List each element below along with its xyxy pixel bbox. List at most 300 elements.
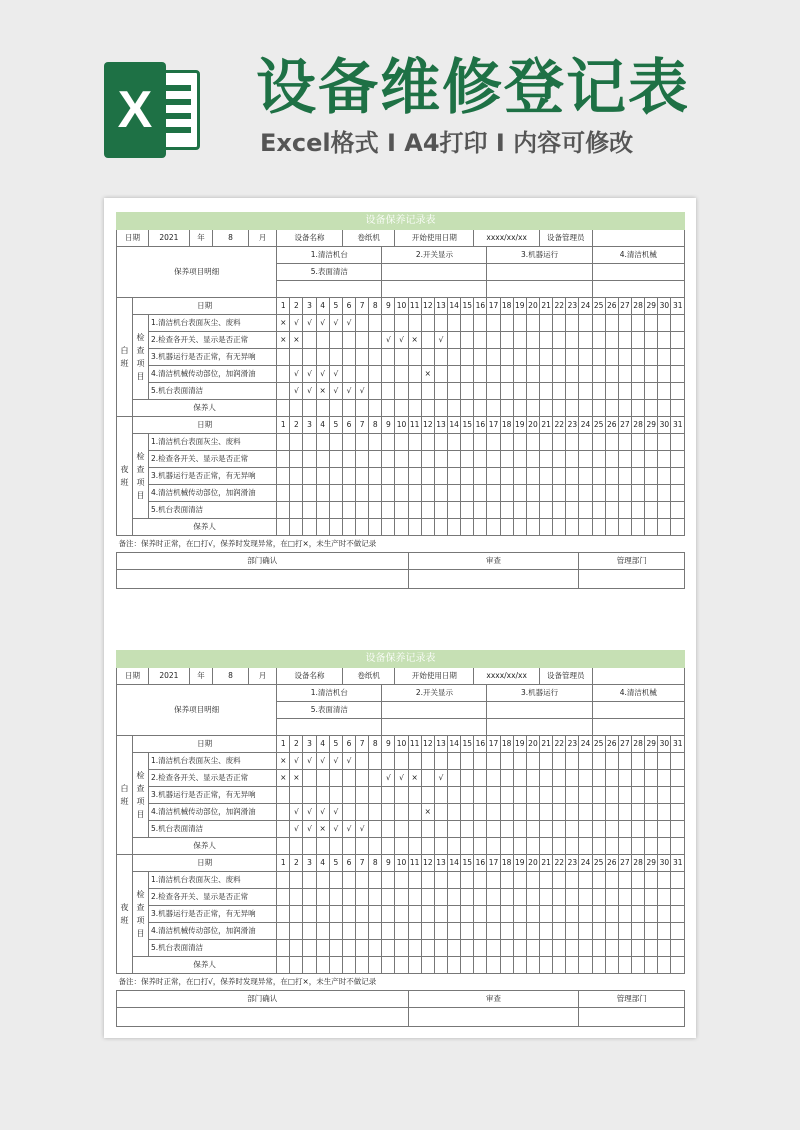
check-cell[interactable] [303, 332, 316, 349]
check-cell[interactable]: √ [303, 366, 316, 383]
check-cell[interactable] [408, 315, 421, 332]
check-cell[interactable] [474, 383, 487, 400]
check-cell[interactable] [526, 821, 539, 838]
check-cell[interactable] [408, 889, 421, 906]
maintainer-cell[interactable] [395, 519, 408, 536]
check-cell[interactable] [553, 451, 566, 468]
check-cell[interactable] [579, 366, 592, 383]
check-cell[interactable] [592, 906, 605, 923]
check-cell[interactable] [605, 804, 618, 821]
check-cell[interactable] [526, 787, 539, 804]
check-cell[interactable]: √ [303, 383, 316, 400]
check-cell[interactable] [408, 787, 421, 804]
maintainer-cell[interactable] [500, 838, 513, 855]
check-cell[interactable] [369, 787, 382, 804]
check-cell[interactable] [579, 872, 592, 889]
check-cell[interactable] [316, 940, 329, 957]
maintainer-cell[interactable] [526, 838, 539, 855]
check-cell[interactable] [658, 349, 671, 366]
check-cell[interactable] [382, 502, 395, 519]
check-cell[interactable] [290, 485, 303, 502]
maintainer-cell[interactable] [487, 838, 500, 855]
check-cell[interactable] [474, 906, 487, 923]
check-cell[interactable] [290, 940, 303, 957]
check-cell[interactable] [356, 366, 369, 383]
check-cell[interactable] [369, 485, 382, 502]
check-cell[interactable] [329, 468, 342, 485]
check-cell[interactable] [618, 940, 631, 957]
check-cell[interactable] [448, 468, 461, 485]
maintainer-cell[interactable] [553, 400, 566, 417]
maintainer-cell[interactable] [487, 400, 500, 417]
check-cell[interactable] [671, 383, 685, 400]
check-cell[interactable] [671, 468, 685, 485]
manager-value[interactable] [592, 668, 684, 685]
check-cell[interactable] [421, 349, 434, 366]
check-cell[interactable] [579, 906, 592, 923]
check-cell[interactable] [342, 468, 355, 485]
check-cell[interactable] [526, 940, 539, 957]
check-cell[interactable] [474, 502, 487, 519]
month-value[interactable]: 8 [213, 230, 249, 246]
check-cell[interactable] [290, 451, 303, 468]
check-cell[interactable] [408, 906, 421, 923]
check-cell[interactable] [303, 889, 316, 906]
maintainer-cell[interactable] [658, 400, 671, 417]
maintainer-cell[interactable] [579, 519, 592, 536]
device-name-value[interactable]: 卷纸机 [342, 668, 395, 685]
check-cell[interactable] [342, 787, 355, 804]
check-cell[interactable] [500, 923, 513, 940]
check-cell[interactable] [461, 451, 474, 468]
check-cell[interactable] [540, 923, 553, 940]
check-cell[interactable] [316, 451, 329, 468]
check-cell[interactable] [277, 940, 290, 957]
check-cell[interactable] [329, 770, 342, 787]
check-cell[interactable] [342, 872, 355, 889]
check-cell[interactable] [316, 502, 329, 519]
check-cell[interactable] [592, 366, 605, 383]
check-cell[interactable] [448, 889, 461, 906]
check-cell[interactable] [290, 923, 303, 940]
maintainer-cell[interactable] [618, 957, 631, 974]
check-cell[interactable] [434, 804, 447, 821]
check-cell[interactable] [474, 821, 487, 838]
check-cell[interactable] [421, 787, 434, 804]
maintainer-cell[interactable] [553, 838, 566, 855]
check-cell[interactable] [356, 787, 369, 804]
check-cell[interactable] [579, 315, 592, 332]
check-cell[interactable] [487, 940, 500, 957]
maintainer-cell[interactable] [290, 400, 303, 417]
check-cell[interactable] [671, 434, 685, 451]
check-cell[interactable] [395, 787, 408, 804]
maintainer-cell[interactable] [342, 400, 355, 417]
check-cell[interactable] [329, 787, 342, 804]
maintainer-cell[interactable] [592, 519, 605, 536]
maintainer-cell[interactable] [671, 957, 685, 974]
maintainer-cell[interactable] [513, 957, 526, 974]
check-cell[interactable] [513, 787, 526, 804]
check-cell[interactable] [461, 906, 474, 923]
check-cell[interactable] [448, 485, 461, 502]
check-cell[interactable] [356, 468, 369, 485]
year-value[interactable]: 2021 [149, 668, 189, 684]
check-cell[interactable] [316, 872, 329, 889]
check-cell[interactable] [369, 332, 382, 349]
check-cell[interactable] [513, 502, 526, 519]
check-cell[interactable] [553, 821, 566, 838]
check-cell[interactable] [658, 315, 671, 332]
check-cell[interactable] [500, 502, 513, 519]
check-cell[interactable] [448, 366, 461, 383]
check-cell[interactable] [645, 753, 658, 770]
check-cell[interactable] [566, 383, 579, 400]
check-cell[interactable] [369, 770, 382, 787]
check-cell[interactable] [303, 923, 316, 940]
check-cell[interactable] [303, 770, 316, 787]
check-cell[interactable] [303, 485, 316, 502]
check-cell[interactable] [342, 804, 355, 821]
check-cell[interactable] [500, 315, 513, 332]
check-cell[interactable] [605, 889, 618, 906]
check-cell[interactable] [540, 502, 553, 519]
check-cell[interactable] [487, 906, 500, 923]
check-cell[interactable]: √ [382, 770, 395, 787]
check-cell[interactable] [579, 889, 592, 906]
check-cell[interactable] [448, 872, 461, 889]
check-cell[interactable]: √ [382, 332, 395, 349]
check-cell[interactable] [645, 502, 658, 519]
check-cell[interactable]: √ [342, 753, 355, 770]
maintainer-cell[interactable] [500, 957, 513, 974]
check-cell[interactable] [356, 502, 369, 519]
review-sign[interactable] [408, 1008, 579, 1027]
check-cell[interactable] [434, 485, 447, 502]
check-cell[interactable] [553, 872, 566, 889]
maintainer-cell[interactable] [618, 838, 631, 855]
maintainer-cell[interactable] [329, 400, 342, 417]
check-cell[interactable] [566, 468, 579, 485]
maintainer-cell[interactable] [448, 400, 461, 417]
check-cell[interactable] [658, 332, 671, 349]
review-sign[interactable] [408, 570, 579, 589]
check-cell[interactable] [671, 485, 685, 502]
check-cell[interactable] [408, 502, 421, 519]
check-cell[interactable] [290, 349, 303, 366]
check-cell[interactable] [618, 872, 631, 889]
check-cell[interactable] [408, 804, 421, 821]
check-cell[interactable] [382, 434, 395, 451]
maintainer-cell[interactable] [487, 519, 500, 536]
check-cell[interactable] [618, 468, 631, 485]
check-cell[interactable] [277, 502, 290, 519]
check-cell[interactable] [448, 940, 461, 957]
check-cell[interactable] [579, 468, 592, 485]
month-value[interactable]: 8 [213, 668, 249, 684]
check-cell[interactable] [356, 923, 369, 940]
check-cell[interactable] [645, 451, 658, 468]
check-cell[interactable] [671, 787, 685, 804]
check-cell[interactable] [382, 889, 395, 906]
check-cell[interactable] [553, 906, 566, 923]
check-cell[interactable] [540, 770, 553, 787]
maintainer-cell[interactable] [316, 519, 329, 536]
check-cell[interactable] [382, 315, 395, 332]
check-cell[interactable] [434, 349, 447, 366]
check-cell[interactable] [566, 315, 579, 332]
check-cell[interactable]: √ [342, 383, 355, 400]
check-cell[interactable] [487, 502, 500, 519]
check-cell[interactable] [448, 821, 461, 838]
check-cell[interactable] [513, 315, 526, 332]
check-cell[interactable] [369, 434, 382, 451]
check-cell[interactable] [540, 485, 553, 502]
check-cell[interactable] [369, 451, 382, 468]
maintainer-cell[interactable] [356, 400, 369, 417]
check-cell[interactable] [526, 923, 539, 940]
check-cell[interactable] [395, 940, 408, 957]
check-cell[interactable] [513, 349, 526, 366]
check-cell[interactable] [553, 940, 566, 957]
check-cell[interactable] [277, 349, 290, 366]
check-cell[interactable]: √ [434, 770, 447, 787]
maintainer-cell[interactable] [579, 838, 592, 855]
check-cell[interactable] [592, 383, 605, 400]
check-cell[interactable] [605, 366, 618, 383]
check-cell[interactable] [553, 923, 566, 940]
check-cell[interactable] [474, 451, 487, 468]
check-cell[interactable] [382, 906, 395, 923]
check-cell[interactable] [448, 753, 461, 770]
check-cell[interactable]: √ [290, 753, 303, 770]
check-cell[interactable] [618, 315, 631, 332]
check-cell[interactable] [342, 502, 355, 519]
maintainer-cell[interactable] [277, 957, 290, 974]
check-cell[interactable] [395, 753, 408, 770]
check-cell[interactable] [632, 787, 645, 804]
check-cell[interactable]: × [277, 332, 290, 349]
check-cell[interactable] [566, 485, 579, 502]
check-cell[interactable] [277, 451, 290, 468]
check-cell[interactable] [329, 872, 342, 889]
check-cell[interactable] [342, 349, 355, 366]
check-cell[interactable] [290, 468, 303, 485]
check-cell[interactable] [421, 906, 434, 923]
check-cell[interactable] [526, 332, 539, 349]
maintainer-cell[interactable] [329, 519, 342, 536]
check-cell[interactable] [579, 451, 592, 468]
check-cell[interactable] [369, 383, 382, 400]
check-cell[interactable] [658, 451, 671, 468]
check-cell[interactable] [540, 332, 553, 349]
check-cell[interactable] [329, 940, 342, 957]
check-cell[interactable]: √ [342, 821, 355, 838]
check-cell[interactable] [395, 804, 408, 821]
maintainer-cell[interactable] [474, 519, 487, 536]
check-cell[interactable] [448, 787, 461, 804]
check-cell[interactable] [513, 872, 526, 889]
check-cell[interactable] [342, 906, 355, 923]
check-cell[interactable] [566, 923, 579, 940]
check-cell[interactable] [421, 332, 434, 349]
maintainer-cell[interactable] [316, 957, 329, 974]
check-cell[interactable]: × [408, 332, 421, 349]
check-cell[interactable] [579, 502, 592, 519]
maintainer-cell[interactable] [671, 519, 685, 536]
maintainer-cell[interactable] [671, 838, 685, 855]
check-cell[interactable]: √ [395, 770, 408, 787]
check-cell[interactable] [592, 923, 605, 940]
check-cell[interactable]: √ [342, 315, 355, 332]
check-cell[interactable] [632, 906, 645, 923]
check-cell[interactable] [434, 872, 447, 889]
check-cell[interactable] [395, 502, 408, 519]
check-cell[interactable] [645, 383, 658, 400]
maintainer-cell[interactable] [592, 957, 605, 974]
check-cell[interactable] [461, 366, 474, 383]
check-cell[interactable] [316, 349, 329, 366]
maintainer-cell[interactable] [579, 957, 592, 974]
maintainer-cell[interactable] [513, 400, 526, 417]
maintainer-cell[interactable] [382, 957, 395, 974]
check-cell[interactable] [303, 502, 316, 519]
check-cell[interactable] [487, 889, 500, 906]
check-cell[interactable] [487, 451, 500, 468]
check-cell[interactable] [632, 332, 645, 349]
maintainer-cell[interactable] [461, 519, 474, 536]
check-cell[interactable] [382, 923, 395, 940]
check-cell[interactable] [671, 923, 685, 940]
check-cell[interactable] [540, 366, 553, 383]
check-cell[interactable] [632, 315, 645, 332]
check-cell[interactable] [645, 434, 658, 451]
maintainer-cell[interactable] [500, 400, 513, 417]
check-cell[interactable] [632, 451, 645, 468]
check-cell[interactable] [356, 889, 369, 906]
check-cell[interactable] [526, 770, 539, 787]
check-cell[interactable] [592, 889, 605, 906]
check-cell[interactable] [316, 434, 329, 451]
check-cell[interactable] [592, 315, 605, 332]
check-cell[interactable] [632, 872, 645, 889]
check-cell[interactable] [553, 889, 566, 906]
check-cell[interactable] [671, 804, 685, 821]
check-cell[interactable] [408, 753, 421, 770]
check-cell[interactable] [408, 451, 421, 468]
check-cell[interactable] [513, 468, 526, 485]
check-cell[interactable] [448, 502, 461, 519]
check-cell[interactable] [526, 804, 539, 821]
check-cell[interactable] [566, 366, 579, 383]
check-cell[interactable] [553, 804, 566, 821]
check-cell[interactable]: √ [329, 315, 342, 332]
check-cell[interactable] [448, 349, 461, 366]
check-cell[interactable] [329, 889, 342, 906]
maintainer-cell[interactable] [421, 838, 434, 855]
check-cell[interactable] [605, 349, 618, 366]
maintainer-cell[interactable] [500, 519, 513, 536]
check-cell[interactable] [382, 821, 395, 838]
check-cell[interactable] [408, 383, 421, 400]
check-cell[interactable] [369, 940, 382, 957]
check-cell[interactable] [277, 485, 290, 502]
check-cell[interactable] [356, 315, 369, 332]
maintainer-cell[interactable] [421, 519, 434, 536]
check-cell[interactable] [474, 485, 487, 502]
check-cell[interactable] [632, 366, 645, 383]
check-cell[interactable] [526, 349, 539, 366]
check-cell[interactable] [303, 349, 316, 366]
maintainer-cell[interactable] [645, 519, 658, 536]
check-cell[interactable]: √ [395, 332, 408, 349]
check-cell[interactable] [382, 753, 395, 770]
check-cell[interactable] [605, 753, 618, 770]
check-cell[interactable] [461, 383, 474, 400]
maintainer-cell[interactable] [474, 838, 487, 855]
check-cell[interactable] [474, 923, 487, 940]
start-date-value[interactable]: xxxx/xx/xx [474, 668, 540, 685]
maintainer-cell[interactable] [369, 957, 382, 974]
check-cell[interactable]: × [277, 315, 290, 332]
check-cell[interactable] [592, 787, 605, 804]
check-cell[interactable] [605, 451, 618, 468]
check-cell[interactable] [618, 451, 631, 468]
check-cell[interactable] [461, 872, 474, 889]
check-cell[interactable]: √ [316, 315, 329, 332]
check-cell[interactable] [448, 332, 461, 349]
check-cell[interactable] [329, 434, 342, 451]
maintainer-cell[interactable] [605, 838, 618, 855]
maintainer-cell[interactable] [395, 838, 408, 855]
check-cell[interactable] [369, 753, 382, 770]
check-cell[interactable] [618, 349, 631, 366]
check-cell[interactable] [395, 383, 408, 400]
check-cell[interactable] [540, 451, 553, 468]
check-cell[interactable] [540, 787, 553, 804]
check-cell[interactable] [618, 804, 631, 821]
check-cell[interactable] [461, 332, 474, 349]
check-cell[interactable] [526, 451, 539, 468]
check-cell[interactable] [592, 349, 605, 366]
check-cell[interactable] [434, 468, 447, 485]
check-cell[interactable] [356, 804, 369, 821]
check-cell[interactable] [408, 366, 421, 383]
check-cell[interactable]: √ [290, 804, 303, 821]
check-cell[interactable] [448, 906, 461, 923]
check-cell[interactable] [487, 468, 500, 485]
check-cell[interactable]: × [408, 770, 421, 787]
check-cell[interactable]: √ [356, 383, 369, 400]
check-cell[interactable] [421, 451, 434, 468]
maintainer-cell[interactable] [277, 400, 290, 417]
check-cell[interactable] [618, 821, 631, 838]
check-cell[interactable] [579, 804, 592, 821]
check-cell[interactable] [566, 753, 579, 770]
check-cell[interactable] [369, 923, 382, 940]
check-cell[interactable] [277, 434, 290, 451]
check-cell[interactable]: √ [316, 804, 329, 821]
check-cell[interactable] [434, 366, 447, 383]
check-cell[interactable] [421, 872, 434, 889]
check-cell[interactable] [303, 940, 316, 957]
check-cell[interactable] [382, 451, 395, 468]
maintainer-cell[interactable] [592, 838, 605, 855]
check-cell[interactable] [553, 770, 566, 787]
check-cell[interactable] [566, 940, 579, 957]
check-cell[interactable] [566, 349, 579, 366]
maintainer-cell[interactable] [461, 957, 474, 974]
